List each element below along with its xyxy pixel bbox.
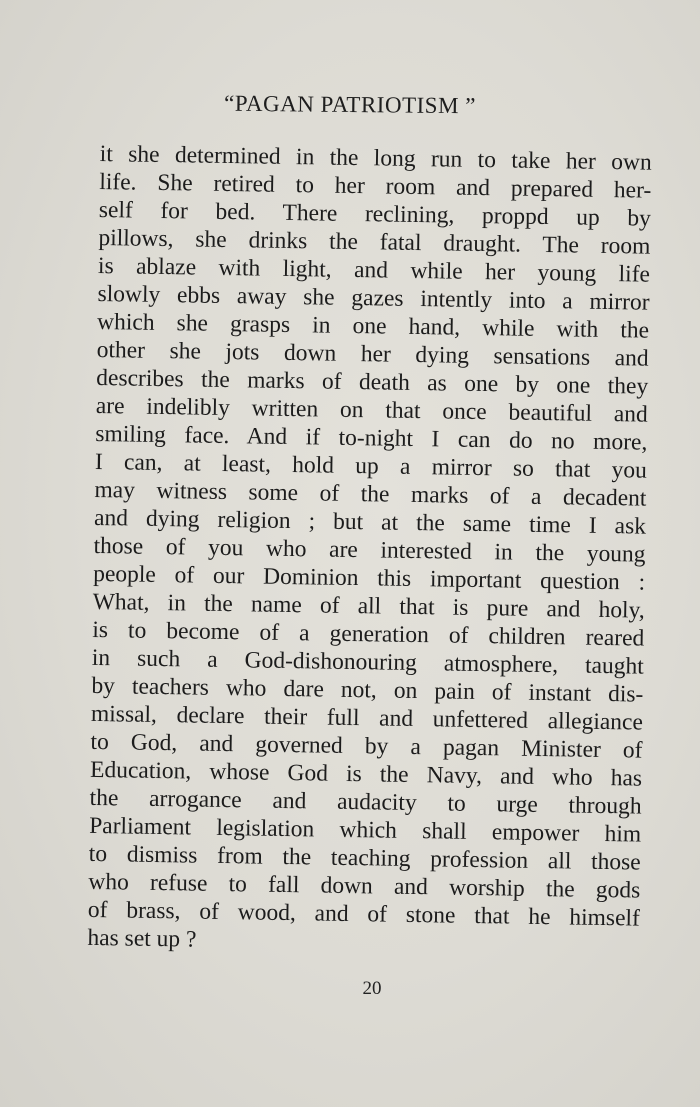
text-line: of brass, of wood, and of stone that he himself [87,896,641,932]
text-line: slowly ebbs away she gazes intently into a mirror [97,280,650,316]
text-line: life. She retired to her room and prepared her- [99,168,652,204]
text-line: may witness some of the marks of a decadent [94,476,647,512]
text-line: other she jots down her dying sensations and [96,336,649,372]
text-line: to dismiss from the teaching profession all those [88,840,641,876]
text-line: are indelibly written on that once beautiful and [95,392,648,428]
text-line: I can, at least, hold up a mirror so that you [94,448,648,484]
text-line: to God, and governed by a pagan Minister of [90,728,643,764]
text-line: it she determined in the long run to take her own [99,140,652,176]
text-line: is to become of a generation of children reared [92,616,645,652]
text-line: which she grasps in one hand, while with the [96,308,650,344]
page-number: 20 [362,978,382,999]
text-line-last: has set up ? [87,924,197,953]
text-line: the arrogance and audacity to urge through [89,784,642,820]
text-line: people of our Dominion this important question : [92,560,646,596]
text-line: is ablaze with light, and while her young life [97,252,651,288]
body-text [87,140,652,961]
text-line: Education, whose God is the Navy, and who has [89,756,643,792]
text-line: smiling face. And if to-night I can do no more, [95,420,648,456]
text-line: in such a God-dishonouring atmosphere, taught [91,644,644,680]
text-line: and dying religion ; but at the same time I ask [93,504,647,540]
text-line: What, in the name of all that is pure and holy, [92,588,645,624]
text-line: Parliament legislation which shall empower him [89,812,642,848]
running-head: “PAGAN PATRIOTISM ” [223,90,477,119]
text-line: missal, declare their full and unfettered allegiance [90,700,644,736]
text-line: who refuse to fall down and worship the gods [88,868,641,904]
text-line: describes the marks of death as one by one they [96,364,649,400]
text-line: those of you who are interested in the young [93,532,646,568]
text-line: self for bed. There reclining, proppd up by [98,196,652,232]
text-line: pillows, she drinks the fatal draught. The room [98,224,651,260]
text-line: by teachers who dare not, on pain of instant dis- [91,672,644,708]
